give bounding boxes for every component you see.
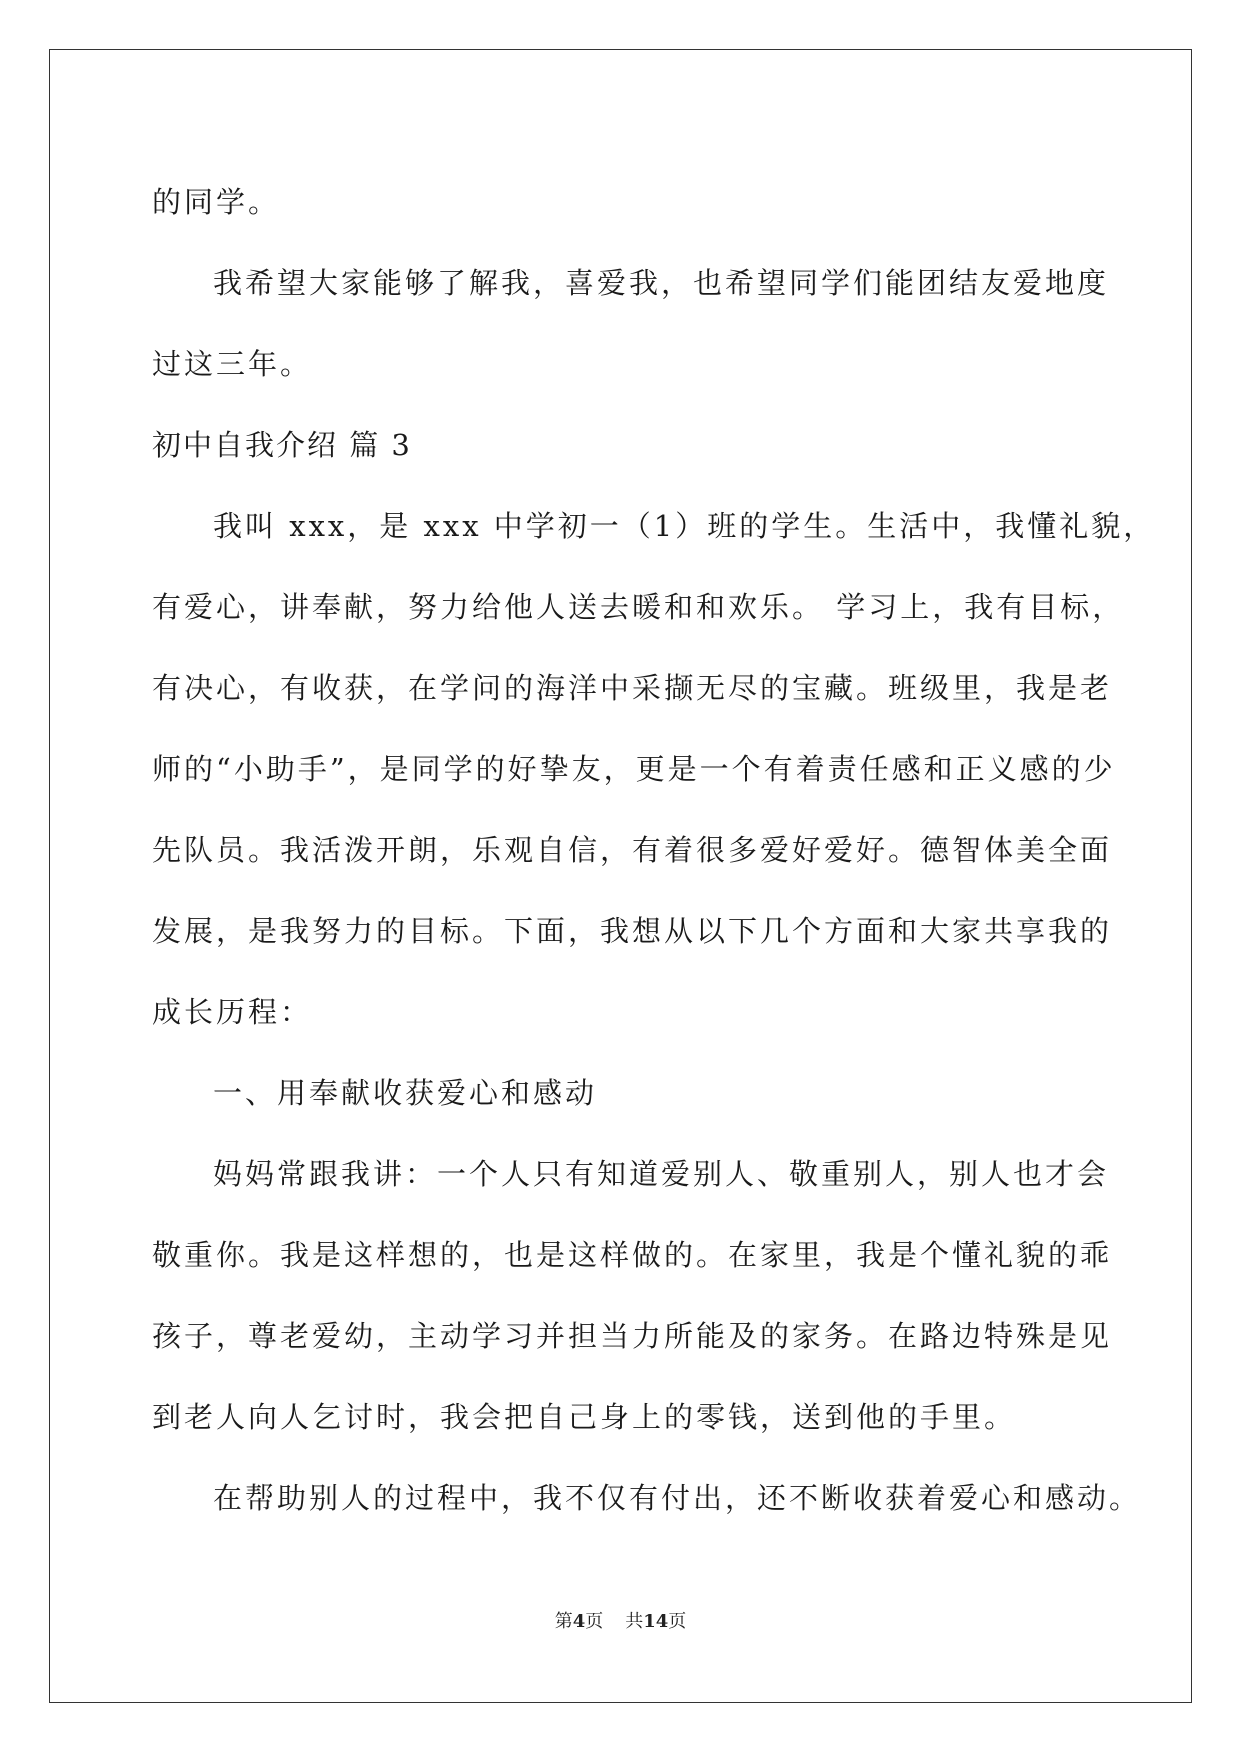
total-pages-number: 14	[643, 1611, 669, 1632]
text-line: 妈妈常跟我讲：一个人只有知道爱别人、敬重别人，别人也才会	[213, 1157, 1110, 1191]
text-line: 我叫 xxx，是 xxx 中学初一（1）班的学生。生活中，我懂礼貌，	[213, 509, 1156, 543]
text-line: 师的“小助手”，是同学的好挚友，更是一个有着责任感和正义感的少	[152, 752, 1116, 786]
text-line: 过这三年。	[152, 347, 313, 381]
text-line: 成长历程：	[152, 995, 313, 1029]
text-line: 孩子，尊老爱幼，主动学习并担当力所能及的家务。在路边特殊是见	[152, 1319, 1113, 1353]
text-line: 的同学。	[152, 185, 281, 219]
text-line: 有决心，有收获，在学问的海洋中采撷无尽的宝藏。班级里，我是老	[152, 671, 1113, 705]
total-pages-suffix: 页	[668, 1611, 687, 1632]
total-pages-prefix: 共	[625, 1611, 644, 1632]
text-line: 先队员。我活泼开朗，乐观自信，有着很多爱好爱好。德智体美全面	[152, 833, 1113, 867]
page-footer	[0, 1607, 1241, 1633]
page-number-prefix: 第	[554, 1611, 573, 1632]
text-line: 到老人向人乞讨时，我会把自己身上的零钱，送到他的手里。	[152, 1400, 1017, 1434]
section-heading: 初中自我介绍 篇 3	[152, 428, 412, 462]
page-number-suffix: 页	[585, 1611, 604, 1632]
text-line: 我希望大家能够了解我，喜爱我，也希望同学们能团结友爱地度	[213, 266, 1110, 300]
text-line: 发展，是我努力的目标。下面，我想从以下几个方面和大家共享我的	[152, 914, 1113, 948]
text-line: 有爱心，讲奉献，努力给他人送去暖和和欢乐。 学习上，我有目标，	[152, 590, 1125, 624]
text-line: 敬重你。我是这样想的，也是这样做的。在家里，我是个懂礼貌的乖	[152, 1238, 1113, 1272]
text-line: 一、用奉献收获爱心和感动	[213, 1076, 598, 1110]
current-page-number: 4	[572, 1611, 586, 1632]
document-body	[152, 162, 1156, 1539]
text-line: 在帮助别人的过程中，我不仅有付出，还不断收获着爱心和感动。	[213, 1481, 1142, 1515]
